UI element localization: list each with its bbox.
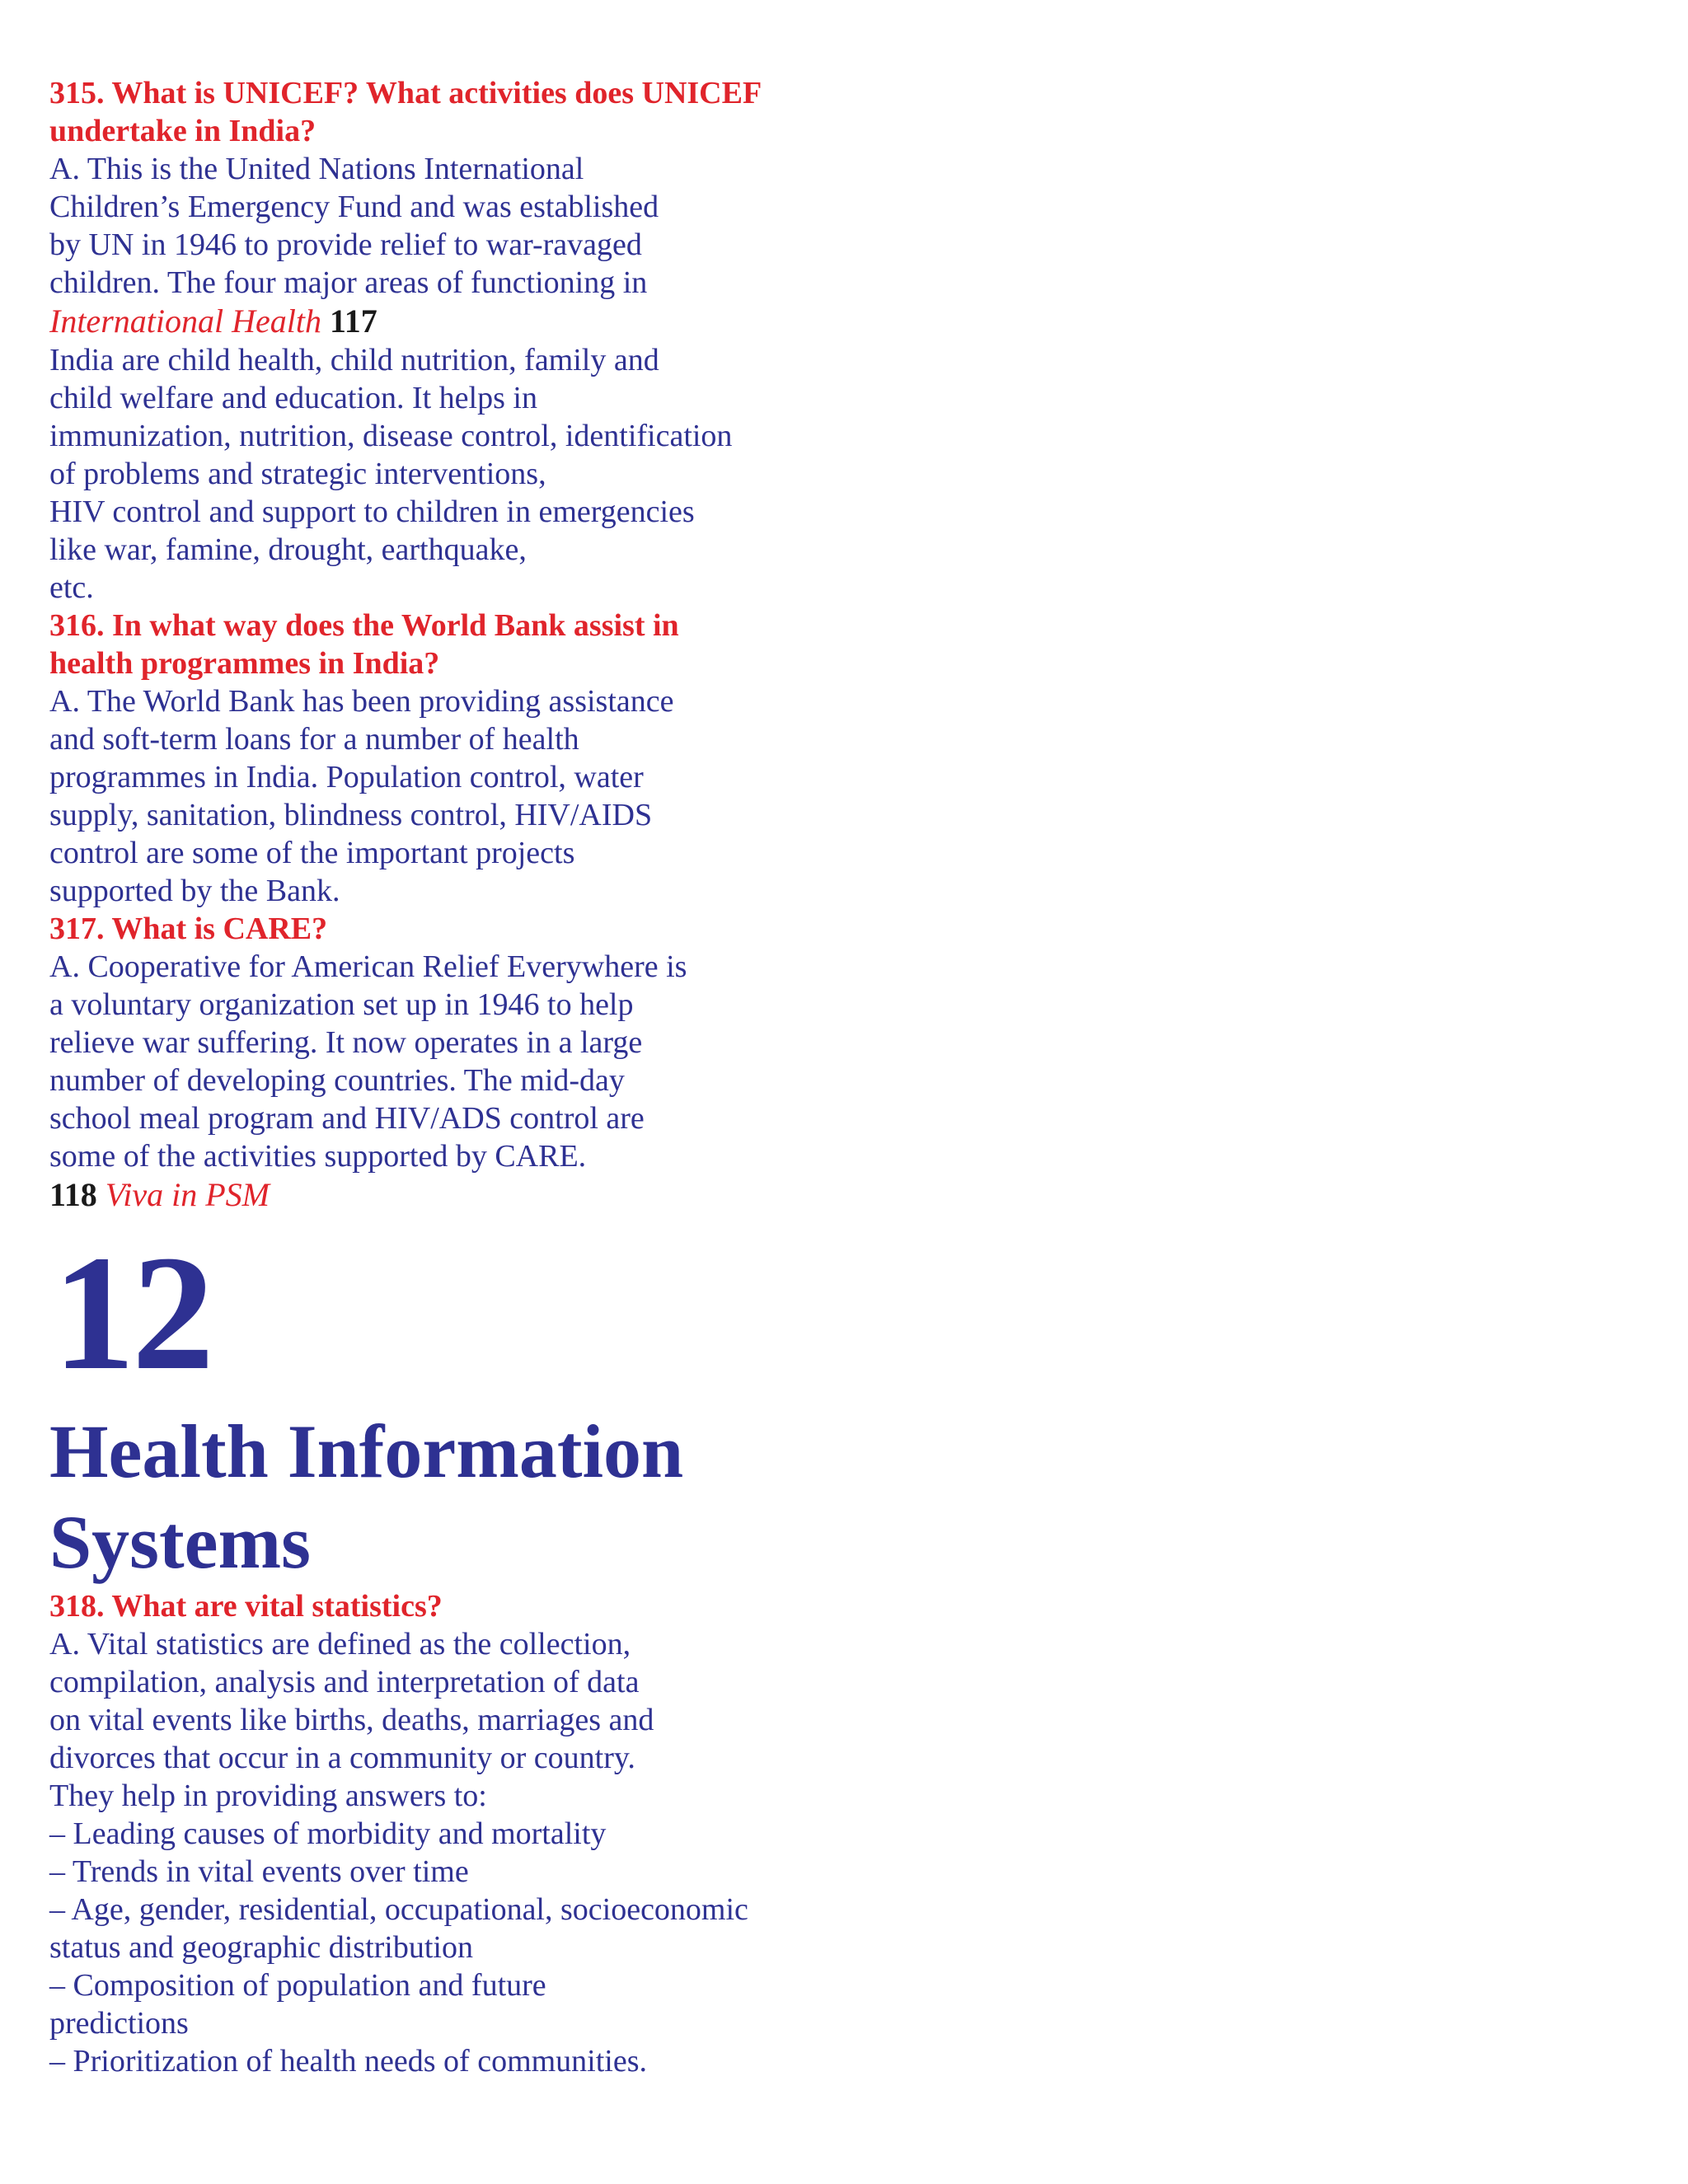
chapter-number: 12 (53, 1222, 211, 1404)
list-item: – Prioritization of health needs of communities. (49, 2044, 648, 2079)
answer-line: like war, famine, drought, earthquake, (49, 532, 527, 567)
answer-line: divorces that occur in a community or country. (49, 1741, 635, 1775)
qa-317 (49, 910, 1615, 1175)
chapter-title (49, 1406, 1615, 1587)
answer-line: by UN in 1946 to provide relief to war-ravaged (49, 227, 642, 262)
question-318 (49, 1587, 1615, 1625)
qa-318 (49, 1587, 1615, 2080)
answer-line: child welfare and education. It helps in (49, 381, 537, 415)
answer-line: school meal program and HIV/ADS control are (49, 1101, 645, 1136)
answer-line: control are some of the important projects (49, 836, 575, 870)
question-316 (49, 607, 1615, 682)
list-item: – Age, gender, residential, occupational, socioeconomic (49, 1892, 748, 1927)
question-line: 318. What are vital statistics? (49, 1589, 443, 1624)
qa-316 (49, 607, 1615, 910)
running-header-title: International Health (49, 302, 321, 340)
answer-line: children. The four major areas of functioning in (49, 265, 648, 300)
answer-line: supply, sanitation, blindness control, HIV/AIDS (49, 798, 653, 832)
question-line: 316. In what way does the World Bank assist in (49, 608, 679, 643)
answer-315 (49, 150, 1615, 302)
page-number: 117 (329, 302, 377, 340)
list-item: – Leading causes of morbidity and mortality (49, 1816, 607, 1851)
answer-317 (49, 948, 1615, 1175)
answer-line: A. The World Bank has been providing assistance (49, 684, 674, 719)
answer-316 (49, 682, 1615, 910)
answer-line: number of developing countries. The mid-day (49, 1063, 625, 1098)
answer-line: HIV control and support to children in emergencies (49, 494, 695, 529)
chapter-title-line: Health Information (49, 1409, 684, 1493)
answer-line: a voluntary organization set up in 1946 to help (49, 987, 634, 1022)
answer-line: They help in providing answers to: (49, 1779, 487, 1813)
answer-318 (49, 1625, 1615, 2080)
question-line: undertake in India? (49, 114, 316, 148)
answer-line: India are child health, child nutrition, family and (49, 343, 659, 377)
answer-line: on vital events like births, deaths, marriages and (49, 1703, 654, 1737)
answer-315-continued (49, 341, 1615, 607)
running-header-118 (49, 1175, 1615, 1215)
answer-line: etc. (49, 570, 94, 605)
question-317 (49, 910, 1615, 948)
qa-315 (49, 74, 1615, 302)
page-number: 118 (49, 1176, 97, 1213)
document-page (49, 74, 1615, 2080)
list-item-continued: predictions (49, 2006, 189, 2041)
running-header-title: Viva in PSM (105, 1176, 270, 1213)
question-line: 315. What is UNICEF? What activities does UNICEF (49, 76, 762, 110)
answer-line: supported by the Bank. (49, 874, 340, 908)
list-item: – Trends in vital events over time (49, 1854, 469, 1889)
question-line: health programmes in India? (49, 646, 440, 681)
answer-line: programmes in India. Population control, water (49, 760, 644, 794)
answer-line: and soft-term loans for a number of health (49, 722, 579, 757)
chapter-title-line: Systems (49, 1500, 311, 1584)
list-item: – Composition of population and future (49, 1968, 546, 2003)
answer-line: A. Vital statistics are defined as the collection, (49, 1627, 631, 1661)
answer-line: compilation, analysis and interpretation of data (49, 1665, 640, 1699)
answer-line: of problems and strategic interventions, (49, 457, 546, 491)
answer-line: A. Cooperative for American Relief Everywhere is (49, 949, 687, 984)
question-315 (49, 74, 1615, 150)
list-item-continued: status and geographic distribution (49, 1930, 473, 1965)
answer-line: immunization, nutrition, disease control, identification (49, 419, 733, 453)
answer-line: Children’s Emergency Fund and was established (49, 190, 659, 224)
answer-line: some of the activities supported by CARE. (49, 1139, 587, 1174)
question-line: 317. What is CARE? (49, 912, 328, 946)
answer-line: A. This is the United Nations International (49, 152, 584, 186)
running-header-117 (49, 302, 1615, 341)
answer-line: relieve war suffering. It now operates in a large (49, 1025, 643, 1060)
